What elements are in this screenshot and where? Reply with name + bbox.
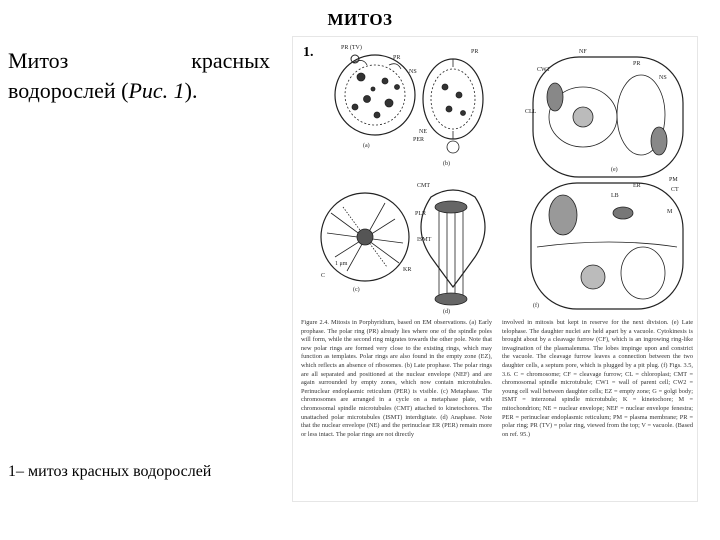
- figure-reference: Рис. 1: [128, 78, 185, 103]
- label-pr-a: PR: [393, 55, 401, 61]
- intro-word-red: красных: [191, 48, 270, 73]
- label-m: M: [667, 209, 673, 215]
- figure-caption-short: 1– митоз красных водорослей: [8, 463, 212, 480]
- figure-number: 1.: [303, 45, 314, 60]
- label-a: (a): [363, 143, 370, 149]
- cell-a-early-prophase: [335, 55, 415, 135]
- slide-title: МИТОЗ: [327, 10, 393, 29]
- figure-caption-column-1: Figure 2.4. Mitosis in Porphyridium, based on EM observations. (a) Early prophase. The polar ring (PR) already lies where one of the spindle poles will form, while the second ring migrates towards the other pole. Note that new polar rings are formed very close to the existing rings, which may function as templates. Polar rings are also found in the empty zone (EZ), which reflects an absence of ribosomes. (b) Late prophase. The polar rings are all separated and positioned at the nuclear envelope (NEF) and are again surrounded by empty zones, which now contain microtubules. Perinuclear endoplasmic reticulum (PER) is visible. (c) Metaphase. The chromosomes are arranged in a cycle on a metaphase plate, with chromosomal spindle microtubules (CMT) attached to kinetochores. The unattached polar microtubules (ISMT) interdigitate. (d) Anaphase. Note that the nuclear envelope (NE) and the perinuclear ER (PER) remain more or less intact. The polar rings are not directly: [301, 319, 492, 438]
- label-nf: NF: [579, 49, 587, 55]
- intro-word-mitosis: Митоз: [8, 48, 69, 73]
- label-plr: PLR: [415, 211, 427, 217]
- label-cll: CLL: [525, 109, 537, 115]
- mitosis-illustration: [293, 37, 697, 319]
- intro-word-algae: водорослей (: [8, 78, 129, 103]
- mitosis-figure: [292, 36, 698, 502]
- label-ismt: ISMT: [417, 237, 432, 243]
- intro-line-1: [8, 46, 270, 76]
- label-ns-a: NS: [409, 69, 417, 75]
- label-kr: KR: [403, 267, 412, 273]
- label-ne-b: NE: [419, 129, 427, 135]
- label-c-chromosome: C: [321, 273, 326, 279]
- label-lb: LB: [611, 193, 619, 199]
- figure-caption-block: [301, 319, 693, 497]
- cell-f-daughter-cells: [531, 183, 683, 309]
- figure-caption-column-2: involved in mitosis but kept in reserve for the next division. (e) Late telophase. The daughter nuclei are held apart by a vacuole. Cytokinesis is brought about by a cleavage furrow (CF), which is an ingrowing ring-like invagination of the plasmalemma. The lobes impinge upon and constrict the vacuole. The cleavage furrow leaves a connection between the two daughter cells, a septum pore, which is plugged by a pit plug. (f) Figs. 3.5, 3.6. C = chromosome; CF = cleavage furrow; CL = chloroplast; CMT = chromosomal spindle microtubule; CW1 = wall of parent cell; CW2 = young cell wall between daughter cells; EZ = empty zone; G = golgi body; ISMT = interzonal spindle microtubule; K = kinetochore; M = mitochondrion; NE = nuclear envelope; NEF = nuclear envelope fenestra; PER = perinuclear endoplasmic reticulum; PM = plasma membrane; PR = polar ring; PR (TV) = polar ring, viewed from the top; V = vacuole. (Based on ref. 95.): [502, 319, 693, 438]
- intro-text: [8, 46, 270, 106]
- label-scale: 1 μm: [335, 261, 348, 267]
- label-ct: CT: [671, 187, 679, 193]
- label-pr-b: PR: [471, 49, 479, 55]
- label-per: PER: [413, 137, 425, 143]
- label-b: (b): [443, 161, 450, 167]
- label-d: (d): [443, 309, 450, 315]
- label-cw1: CW1: [537, 67, 550, 73]
- label-er: ER: [633, 183, 641, 189]
- cell-c-metaphase: [321, 193, 412, 281]
- intro-line-2: [8, 76, 270, 106]
- label-ns-e: NS: [659, 75, 667, 81]
- label-cmt: CMT: [417, 183, 431, 189]
- label-pm: PM: [669, 177, 678, 183]
- label-c: (c): [353, 287, 360, 293]
- label-pr-tv: PR (TV): [341, 45, 362, 51]
- intro-end: ).: [184, 78, 198, 103]
- cell-d-anaphase: [421, 190, 485, 305]
- label-e: (e): [611, 167, 618, 173]
- label-pr-e: PR: [633, 61, 641, 67]
- label-f: (f): [533, 303, 539, 309]
- cell-b-late-prophase: [423, 59, 483, 153]
